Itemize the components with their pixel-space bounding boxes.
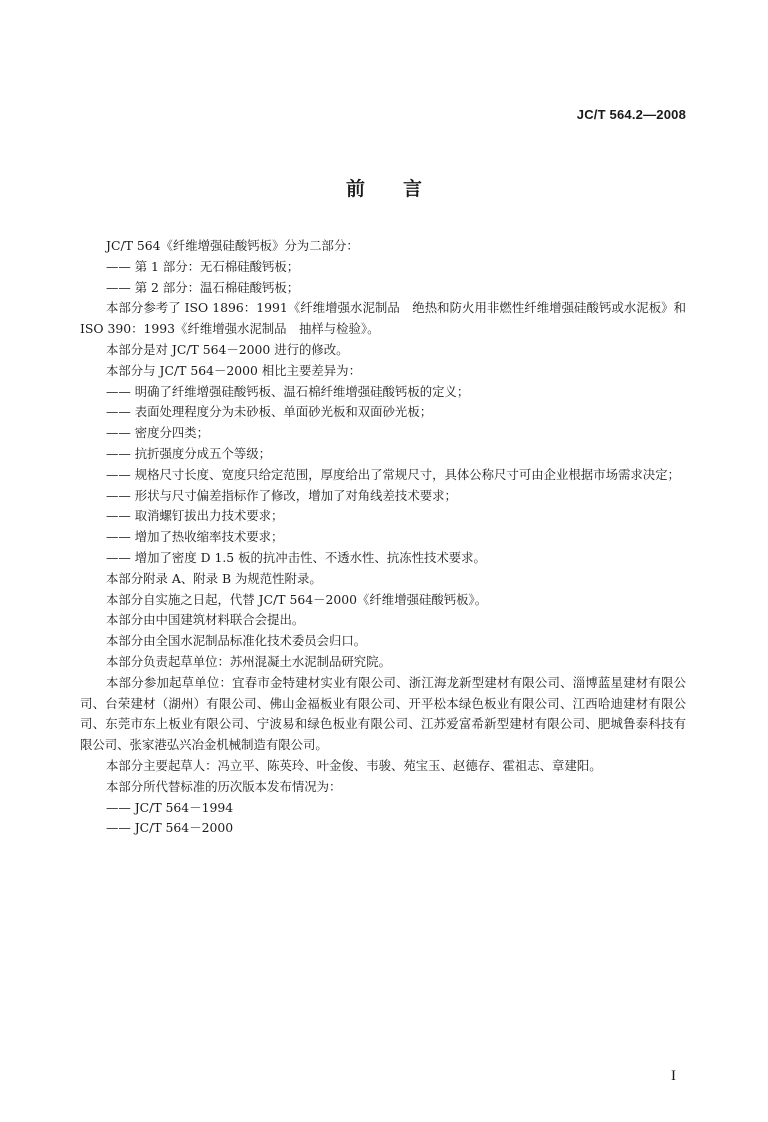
list-item: —— JC/T 564－1994 [106,799,234,815]
list-item: —— 第 1 部分：无石棉硅酸钙板； [106,258,300,274]
standard-code: JC/T 564.2—2008 [576,107,686,122]
list-item: —— 密度分四类； [106,425,210,441]
paragraph: 本部分所代替标准的历次版本发布情况为： [106,778,342,794]
list-item: —— JC/T 564－2000 [106,820,234,836]
paragraph: 本部分由全国水泥制品标准化技术委员会归口。 [106,633,367,649]
list-item: —— 第 2 部分：温石棉硅酸钙板； [106,279,300,295]
paragraph-intro: JC/T 564《纤维增强硅酸钙板》分为二部分： [106,238,359,253]
list-item: —— 形状与尺寸偏差指标作了修改，增加了对角线差技术要求； [106,487,457,503]
paragraph: 本部分附录 A、附录 B 为规范性附录。 [106,570,322,586]
list-item: —— 规格尺寸长度、宽度只给定范围，厚度给出了常规尺寸，具体公称尺寸可由企业根据市场需求决定； [106,466,680,482]
list-item: —— 表面处理程度分为未砂板、单面砂光板和双面砂光板； [106,404,433,420]
paragraph-reference: 本部分参考了 ISO 1896：1991《纤维增强水泥制品 绝热和防火用非燃性纤维增强硅酸钙或水泥板》和 ISO 390：1993《纤维增强水泥制品 抽样与检验》。 [80,300,686,337]
page-title: 前言 [345,178,460,200]
document-body [80,236,686,839]
paragraph: 本部分是对 JC/T 564－2000 进行的修改。 [106,341,349,357]
list-item: —— 增加了热收缩率技术要求； [106,529,284,545]
page-number: I [671,1068,676,1084]
list-item: —— 抗折强度分成五个等级； [106,445,272,461]
paragraph: 本部分负责起草单位：苏州混凝土水泥制品研究院。 [106,653,391,669]
paragraph-participants: 本部分参加起草单位：宜春市金特建材实业有限公司、浙江海龙新型建材有限公司、淄博蓝星建材有限公司、台荣建材（湖州）有限公司、佛山金福板业有限公司、开平松本绿色板业有限公司、江西哈迪建材有限公司、东莞市东上板业有限公司、宁波易和绿色板业有限公司、江苏爱富希新型建材有限公司、肥城鲁泰科技有限公司、张家港弘兴冶金机械制造有限公司。 [80,674,686,753]
paragraph-drafters: 本部分主要起草人：冯立平、陈英玲、叶金俊、韦骏、苑宝玉、赵德存、霍祖志、章建阳。 [106,757,602,773]
paragraph: 本部分由中国建筑材料联合会提出。 [106,612,305,628]
paragraph: 本部分与 JC/T 564－2000 相比主要差异为： [106,362,361,378]
list-item: —— 明确了纤维增强硅酸钙板、温石棉纤维增强硅酸钙板的定义； [106,383,470,399]
list-item: —— 取消螺钉拔出力技术要求； [106,508,284,524]
list-item: —— 增加了密度 D 1.5 板的抗冲击性、不透水性、抗冻性技术要求。 [106,549,486,565]
paragraph: 本部分自实施之日起，代替 JC/T 564－2000《纤维增强硅酸钙板》。 [106,591,488,607]
